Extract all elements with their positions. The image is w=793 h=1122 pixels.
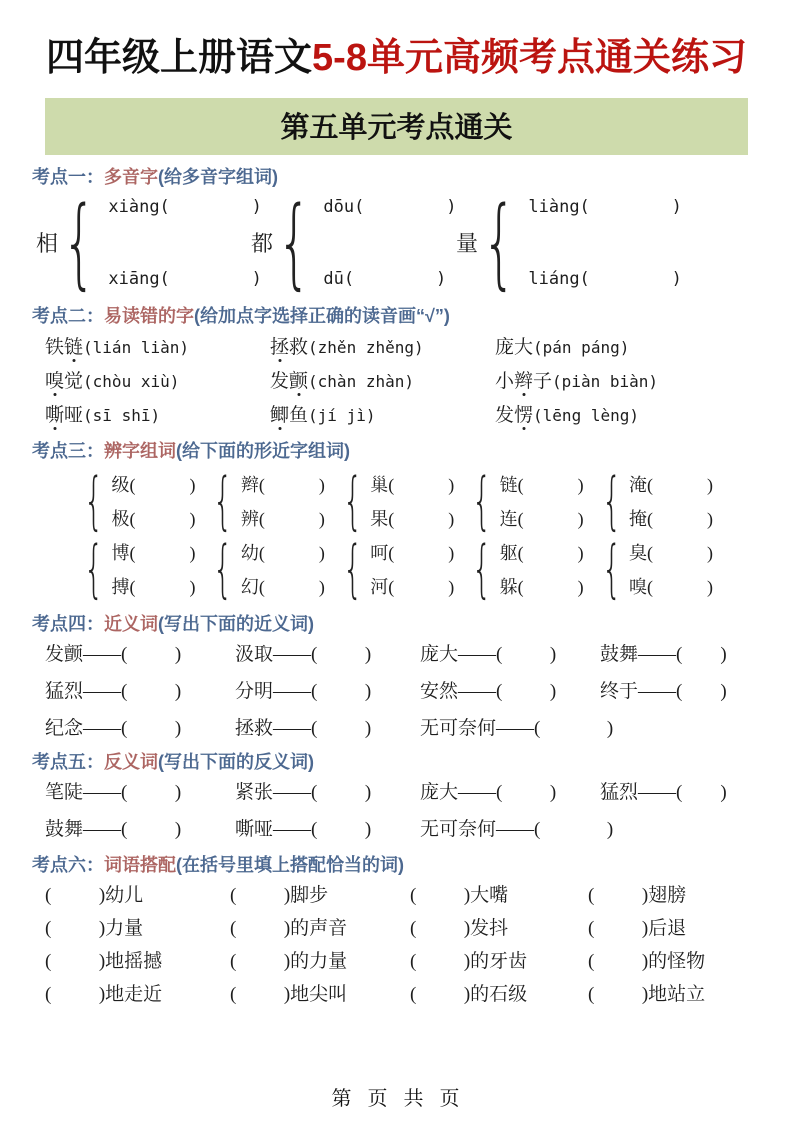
collocation-blank: ( )大嘴 [410,884,509,906]
left-brace-icon: { [342,531,363,605]
polyphone-section [36,185,793,300]
synonym-blank: 鼓舞——( ) [600,643,727,665]
section2-label: 考点二： [32,305,104,326]
pinyin-blank: xiāng( ) [108,268,262,289]
word-item [495,371,793,393]
synonym-blank: 拯救——( ) [235,717,372,739]
pinyin-options: (chàn zhàn) [308,371,414,391]
section2-keyword: 易读错的字 [104,305,194,326]
word-text: 子 [533,370,553,392]
collocation-blank: ( )发抖 [410,917,509,939]
unit-banner [45,98,748,155]
word-text: 觉 [64,370,84,392]
polyphone-group-liang [456,185,682,300]
polyphone-lines [528,195,682,291]
left-brace-icon: { [62,185,97,300]
word-item [495,405,793,427]
left-brace-icon: { [471,463,492,537]
pair-item [211,463,325,537]
collocation-blank: ( )脚步 [230,884,329,906]
collocation-grid [45,885,793,1006]
dotted-char: 嗅 [45,370,65,392]
collocation-blank: ( )地尖叫 [230,983,348,1005]
pair-blank: 级( ) [111,474,196,495]
pair-blank: 连( ) [499,508,584,529]
polyphone-lines [323,195,456,291]
title-grade-part: 四年级上册语文 [46,37,313,79]
pair-item [470,463,584,537]
polyphone-lines [108,195,262,291]
section1-header [32,165,793,190]
pinyin-options: (pán páng) [533,337,630,357]
left-brace-icon: { [83,531,104,605]
near-form-row-2 [82,531,713,605]
left-brace-icon: { [342,463,363,537]
section5-header [32,750,793,775]
collocation-blank: ( )地摇撼 [45,950,163,972]
section6-header [32,853,793,878]
section6-keyword: 词语搭配 [104,854,176,875]
pair-blank: 幻( ) [240,576,325,597]
polyphone-char: 相 [36,231,59,257]
synonym-blank: 猛烈——( ) [45,680,182,702]
word-item [45,405,270,427]
pair-item [341,463,455,537]
section5-keyword: 反义词 [104,751,158,772]
pinyin-blank: dōu( ) [323,196,457,217]
antonym-blank: 庞大——( ) [420,781,557,803]
word-item [270,337,495,359]
near-form-row-1 [82,463,713,537]
pair-blank: 博( ) [111,542,196,563]
dotted-char: 颤 [289,370,309,392]
synonym-blank: 纪念——( ) [45,717,182,739]
collocation-blank: ( )的力量 [230,950,348,972]
pair-blank: 呵( ) [370,542,455,563]
pair-blank: 果( ) [370,508,455,529]
left-brace-icon: { [601,463,622,537]
pinyin-options: (chòu xiù) [83,371,180,391]
collocation-blank: ( )后退 [588,917,687,939]
pair-blank: 搏( ) [111,576,196,597]
pair-blank: 极( ) [111,508,196,529]
pair-blank: 躲( ) [499,576,584,597]
section3-keyword: 辨字组词 [104,440,176,461]
dotted-char: 嘶 [45,404,65,426]
pair-item [470,531,584,605]
pinyin-blank: liàng( ) [528,196,682,217]
pinyin-options: (lián liàn) [83,337,189,357]
unit-banner-text: 第五单元考点通关 [280,111,513,144]
collocation-blank: ( )翅膀 [588,884,687,906]
pair-blank: 臭( ) [628,542,713,563]
collocation-blank: ( )地走近 [45,983,163,1005]
pair-item [82,463,196,537]
synonym-grid [45,643,793,740]
synonym-blank: 汲取——( ) [235,643,372,665]
section1-keyword: 多音字 [104,166,158,187]
section4-label: 考点四： [32,613,104,634]
word-text: 小 [495,370,515,392]
page-footer [0,1082,793,1111]
word-text: 发 [270,370,290,392]
collocation-blank: ( )幼儿 [45,884,144,906]
section1-note: (给多音字组词) [158,166,278,187]
word-item [45,371,270,393]
left-brace-icon: { [601,531,622,605]
pinyin-blank: dū( ) [323,268,447,289]
pinyin-blank: liáng( ) [528,268,682,289]
word-text: 铁 [45,336,65,358]
section6-label: 考点六： [32,854,104,875]
antonym-blank: 笔陡——( ) [45,781,182,803]
pair-blank: 辫( ) [240,474,325,495]
dotted-char: 拯 [270,336,290,358]
section4-header [32,612,793,637]
left-brace-icon: { [277,185,312,300]
collocation-blank: ( )的牙齿 [410,950,528,972]
pinyin-options: (piàn biàn) [552,371,659,391]
antonym-blank: 鼓舞——( ) [45,818,182,840]
polyphone-group-xiang [36,185,262,300]
word-item [270,405,495,427]
word-text: 救 [289,336,309,358]
word-text: 庞大 [495,336,534,358]
collocation-blank: ( )的石级 [410,983,528,1005]
page-number-text: 第 页 共 页 [331,1088,462,1110]
antonym-blank: 猛烈——( ) [600,781,727,803]
pinyin-options: (sī shī) [83,405,161,425]
pair-item [341,531,455,605]
title-topic-part: 5-8单元高频考点通关练习 [312,37,747,79]
section2-note: (给加点字选择正确的读音画“√”) [194,305,450,326]
dotted-char: 愣 [514,404,534,426]
word-item [45,337,270,359]
pinyin-options: (lēng lèng) [533,405,639,425]
synonym-blank: 发颤——( ) [45,643,182,665]
dotted-char: 辫 [514,370,534,392]
dotted-char: 鲫 [270,404,290,426]
misread-words-grid [45,337,793,427]
antonym-grid [45,781,793,841]
synonym-blank: 安然——( ) [420,680,557,702]
polyphone-char: 都 [251,231,274,257]
section1-label: 考点一： [32,166,104,187]
pinyin-options: (zhěn zhěng) [308,337,424,357]
left-brace-icon: { [213,531,233,605]
pair-item [82,531,196,605]
collocation-blank: ( )的怪物 [588,950,706,972]
left-brace-icon: { [83,463,104,537]
section4-keyword: 近义词 [104,613,158,634]
word-item [270,371,495,393]
antonym-blank: 无可奈何——( ) [420,818,614,840]
pinyin-blank: xiàng( ) [108,196,262,217]
pair-item [211,531,325,605]
left-brace-icon: { [471,531,492,605]
collocation-blank: ( )的声音 [230,917,348,939]
section3-label: 考点三： [32,440,104,461]
pair-blank: 巢( ) [370,474,455,495]
section3-header [32,439,793,464]
pair-blank: 躯( ) [499,542,584,563]
pair-blank: 掩( ) [628,508,713,529]
pair-blank: 链( ) [499,474,584,495]
pair-item [600,463,713,537]
antonym-blank: 紧张——( ) [235,781,372,803]
page-title [10,36,783,82]
left-brace-icon: { [482,185,517,300]
word-text: 哑 [64,404,84,426]
section6-note: (在括号里填上搭配恰当的词) [176,854,404,875]
section2-header [32,304,793,329]
section4-note: (写出下面的近义词) [158,613,314,634]
polyphone-char: 量 [456,231,479,257]
left-brace-icon: { [213,463,233,537]
dotted-char: 链 [64,336,84,358]
collocation-blank: ( )地站立 [588,983,706,1005]
section5-label: 考点五： [32,751,104,772]
synonym-blank: 庞大——( ) [420,643,557,665]
pair-blank: 淹( ) [628,474,713,495]
antonym-blank: 嘶哑——( ) [235,818,372,840]
pinyin-options: (jí jì) [308,405,376,425]
word-text: 鱼 [289,404,309,426]
word-item [495,337,793,359]
word-text: 发 [495,404,515,426]
collocation-blank: ( )力量 [45,917,144,939]
polyphone-group-dou [251,185,457,300]
section5-note: (写出下面的反义词) [158,751,314,772]
pair-blank: 嗅( ) [628,576,713,597]
pair-blank: 幼( ) [240,542,325,563]
synonym-blank: 分明——( ) [235,680,372,702]
synonym-blank: 无可奈何——( ) [420,717,614,739]
pair-blank: 河( ) [370,576,455,597]
section3-note: (给下面的形近字组词) [176,440,350,461]
synonym-blank: 终于——( ) [600,680,727,702]
pair-item [600,531,713,605]
pair-blank: 辨( ) [240,508,325,529]
